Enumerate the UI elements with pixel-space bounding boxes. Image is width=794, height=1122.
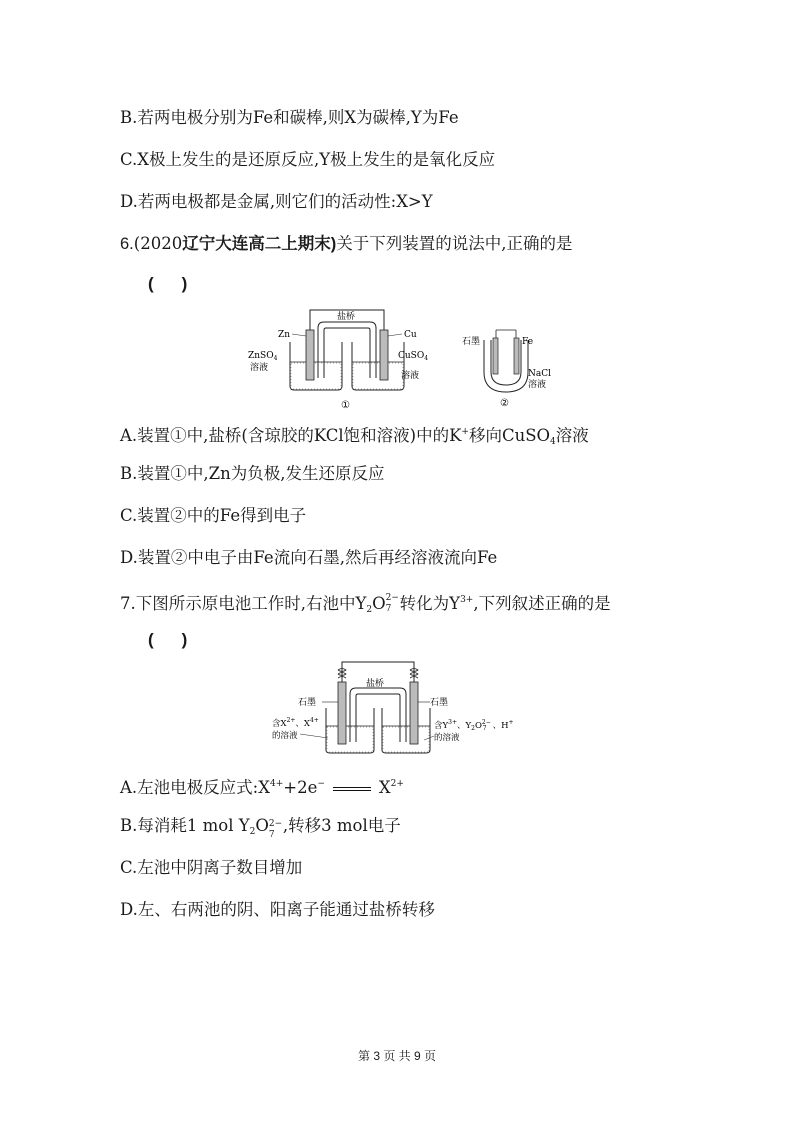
q6-option-a: A.装置①中,盐桥(含琼胶的KCl饱和溶液)中的K+移向CuSO$_4$溶液 — [120, 426, 589, 447]
q6-year: (2020 — [133, 234, 183, 253]
q5-option-d: D.若两电极都是金属,则它们的活动性:X>Y — [120, 192, 433, 211]
q7-figure — [270, 656, 540, 756]
q6-option-d: D.装置②中电子由Fe流向石墨,然后再经溶液流向Fe — [120, 548, 498, 567]
q6-fig1-cuso4-label: CuSO$_4$ — [398, 351, 429, 362]
q7-option-a: A.左池电极反应式$:X^{4+}+2e^-$ $X^{2+}$ — [120, 778, 404, 797]
q6-answer-blank[interactable]: ( ) — [148, 274, 188, 293]
q6-figure-2 — [460, 326, 570, 412]
q6-stem — [120, 234, 572, 254]
q5-option-b: B.若两电极分别为Fe和碳棒,则X为碳棒,Y为Fe — [120, 108, 459, 127]
q6-stem-text: 关于下列装置的说法中,正确的是 — [336, 234, 573, 253]
q6-fig1-zn-label: Zn — [278, 330, 291, 340]
q6-fig2-nacl-sol: 溶液 — [528, 380, 547, 390]
q7-fig-graphite-right: 石墨 — [430, 698, 449, 708]
q7-fig-right-solution-2: 的溶液 — [434, 733, 460, 743]
q6-fig1-number: ① — [341, 400, 350, 411]
q7-stem: 7.下图所示原电池工作时,右池中$Y_2O$ 2− 7 转化为$Y^{3+}$,下列叙述正确的是 — [120, 593, 611, 615]
q7-option-d: D.左、右两池的阴、阳离子能通过盐桥转移 — [120, 900, 435, 919]
q6-option-b: B.装置①中,Zn为负极,发生还原反应 — [120, 464, 385, 483]
q6-source: 辽宁大连高二上期末) — [182, 235, 337, 253]
q6-fig2-fe-label: Fe — [522, 337, 534, 347]
q7-fig-left-solution: 含$X^{2+}$、$X^{4+}$ — [272, 717, 319, 729]
q5-option-c: C.X极上发生的是还原反应,Y极上发生的是氧化反应 — [120, 150, 496, 169]
q7-answer-blank[interactable]: ( ) — [148, 630, 188, 649]
q7-fig-left-solution-2: 的溶液 — [272, 731, 298, 741]
q7-option-b: B.每消耗1 mol $Y_2O$ 2− 7 ,转移3 mol电子 — [120, 816, 401, 840]
q6-fig2-nacl-label: NaCl — [528, 369, 552, 379]
q6-figure-1 — [246, 300, 446, 412]
q6-fig1-znso4-label: ZnSO$_4$ — [248, 351, 278, 362]
q6-fig1-salt-bridge: 盐桥 — [337, 312, 356, 322]
q6-fig1-cuso4-sol: 溶液 — [401, 371, 420, 381]
q6-number: 6. — [120, 235, 134, 253]
q6-fig1-cu-label: Cu — [404, 330, 417, 340]
q7-option-c: C.左池中阴离子数目增加 — [120, 858, 303, 877]
q6-fig2-graphite-label: 石墨 — [462, 337, 481, 347]
q7-fig-right-solution: 含$Y^{3+}$、$Y_2O^{2-}$ 7 、H+ — [434, 719, 514, 732]
q6-fig2-number: ② — [500, 398, 509, 409]
q7-fig-graphite-left: 石墨 — [298, 698, 317, 708]
equals-sign — [333, 787, 371, 791]
q6-option-c: C.装置②中的Fe得到电子 — [120, 506, 307, 525]
q7-fig-salt-bridge: 盐桥 — [366, 679, 385, 689]
page-footer: 第 3 页 共 9 页 — [357, 1049, 437, 1063]
q6-fig1-znso4-sol: 溶液 — [250, 363, 269, 373]
